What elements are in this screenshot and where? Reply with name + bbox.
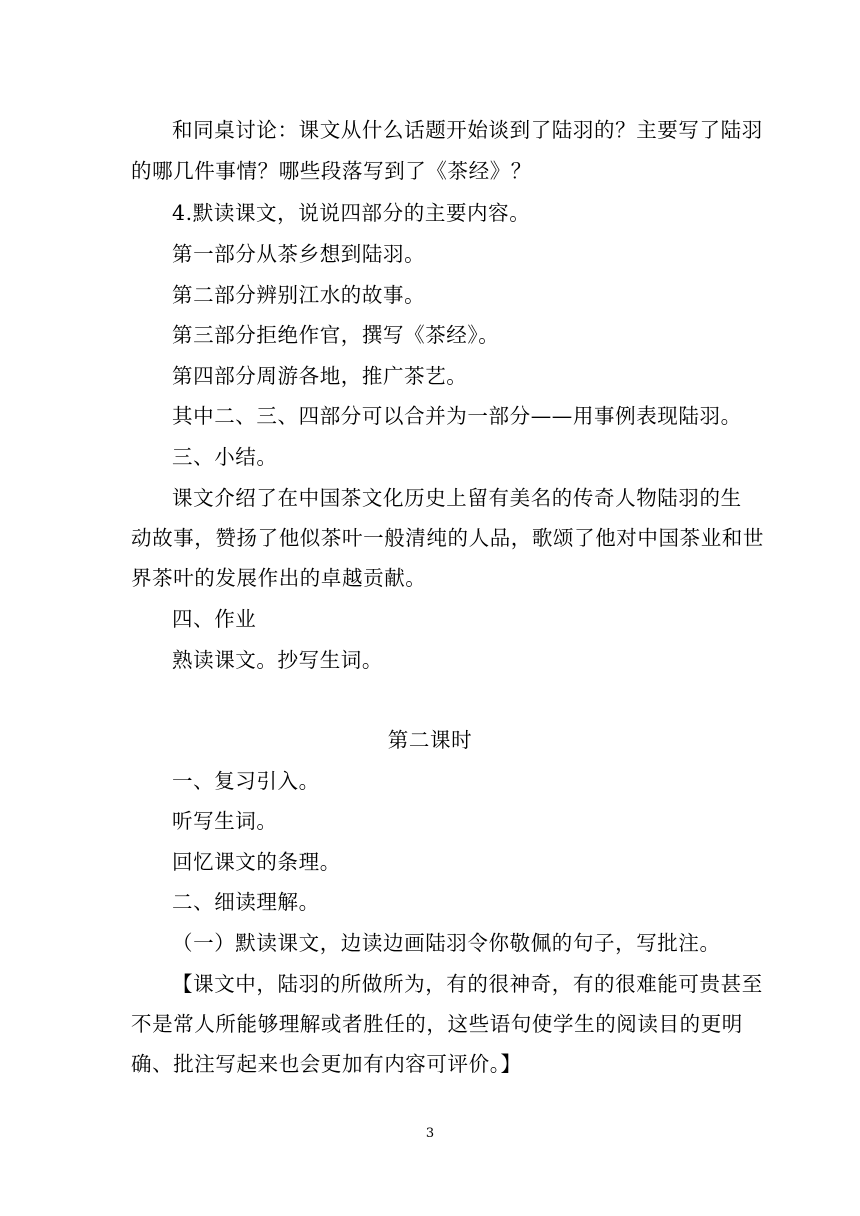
text-line: 4.默读课文，说说四部分的主要内容。 <box>172 201 531 225</box>
text-line: 和同桌讨论：课文从什么话题开始谈到了陆羽的？主要写了陆羽 <box>172 118 763 142</box>
section-heading: 二、细读理解。 <box>172 890 320 914</box>
annotation-line: 不是常人所能够理解或者胜任的，这些语句使学生的阅读目的更明 <box>131 1012 743 1036</box>
text-line: 界茶叶的发展作出的卓越贡献。 <box>131 566 427 590</box>
lesson-title: 第二课时 <box>387 728 473 752</box>
section-heading: 一、复习引入。 <box>172 769 320 793</box>
annotation-line: 确、批注写起来也会更加有内容可评价。】 <box>131 1052 522 1076</box>
text-line: （一）默读课文，边读边画陆羽令你敬佩的句子，写批注。 <box>172 931 721 955</box>
text-line: 其中二、三、四部分可以合并为一部分——用事例表现陆羽。 <box>172 404 742 428</box>
text-line: 第一部分从茶乡想到陆羽。 <box>172 242 426 266</box>
text-line: 动故事，赞扬了他似茶叶一般清纯的人品，歌颂了他对中国茶业和世 <box>131 526 764 550</box>
text-line: 第四部分周游各地，推广茶艺。 <box>172 364 468 388</box>
text-line: 第二部分辨别江水的故事。 <box>172 283 426 307</box>
text-line: 熟读课文。抄写生词。 <box>172 648 383 672</box>
text-line: 听写生词。 <box>172 809 278 833</box>
section-heading: 四、作业 <box>172 607 257 631</box>
text-line: 第三部分拒绝作官，撰写《茶经》。 <box>172 323 500 347</box>
text-line: 课文介绍了在中国茶文化历史上留有美名的传奇人物陆羽的生 <box>172 486 742 510</box>
text-line: 的哪几件事情？哪些段落写到了《茶经》？ <box>131 159 532 183</box>
page-number: 3 <box>425 1126 435 1141</box>
annotation-line: 【课文中，陆羽的所做所为，有的很神奇，有的很难能可贵甚至 <box>172 972 763 996</box>
section-heading: 三、小结。 <box>172 445 278 469</box>
text-line: 回忆课文的条理。 <box>172 850 341 874</box>
